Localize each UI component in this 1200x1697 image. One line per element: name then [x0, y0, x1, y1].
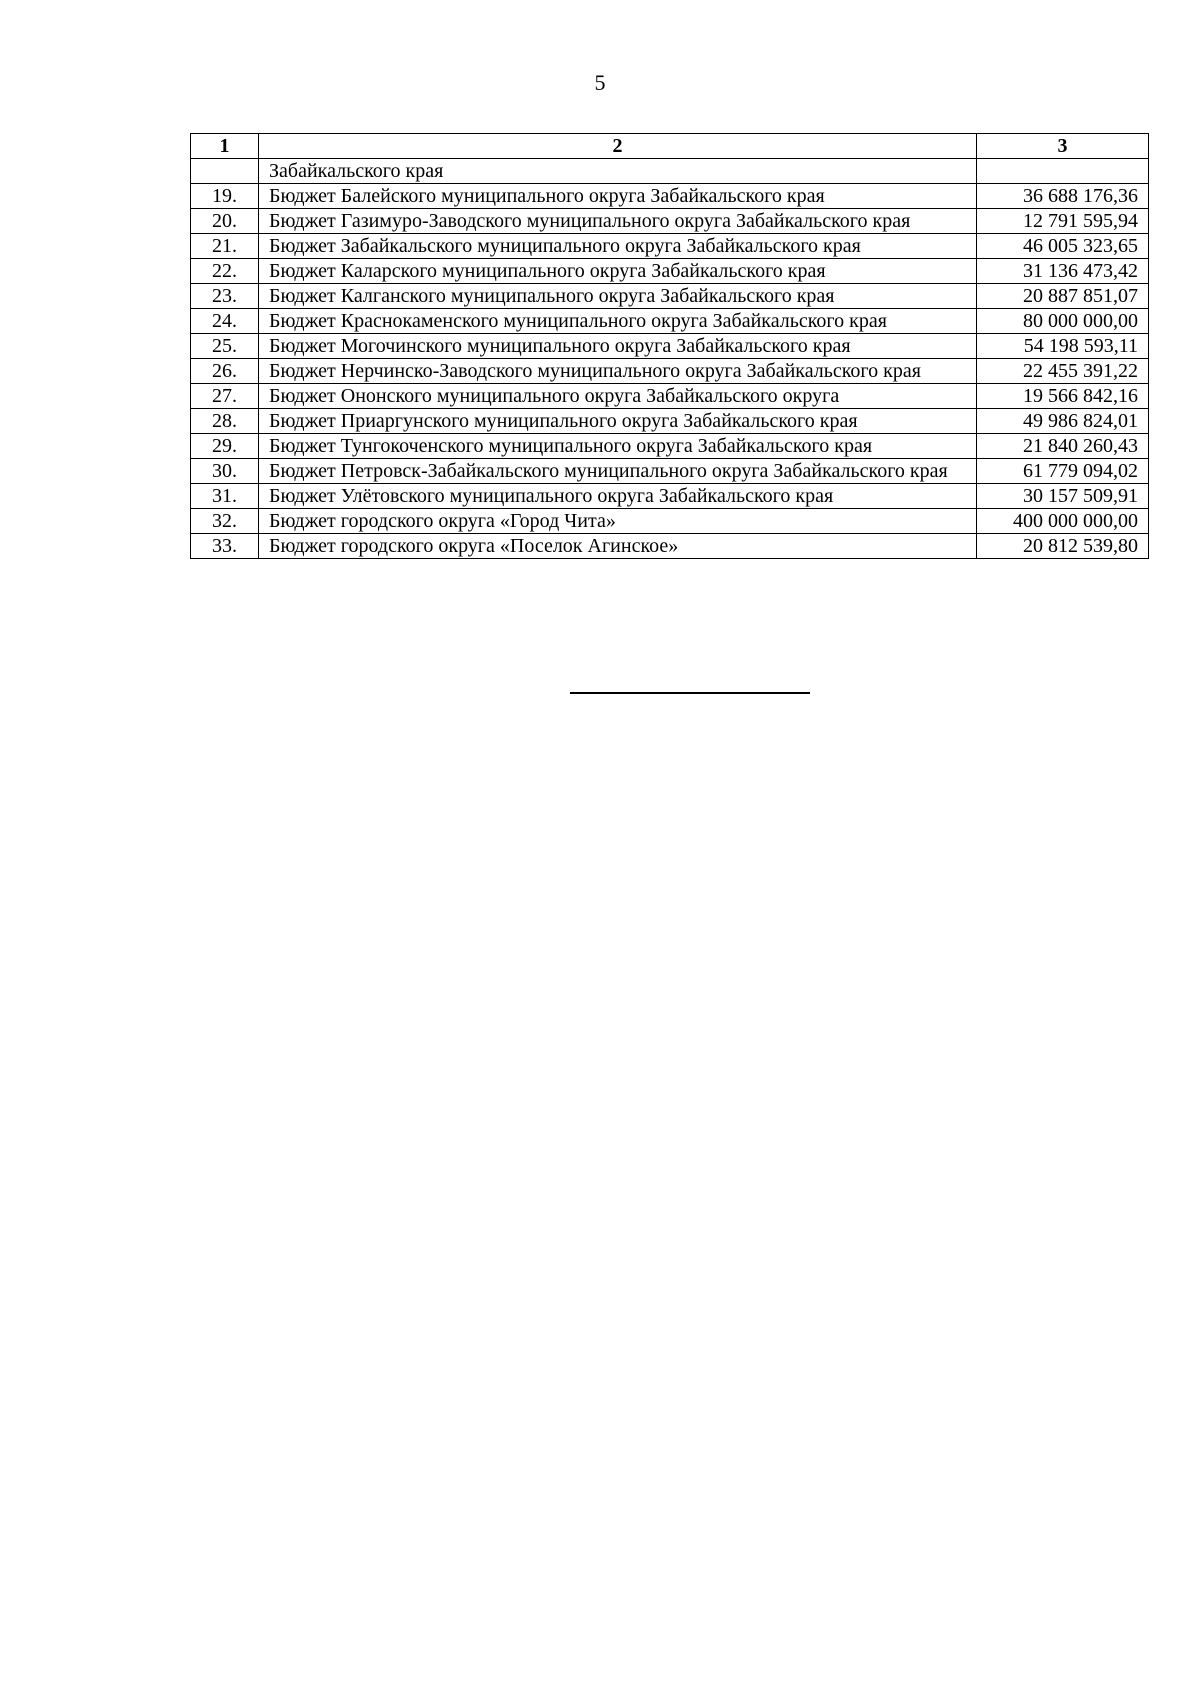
budget-name: Бюджет Тунгокоченского муниципального округа Забайкальского края	[259, 434, 977, 459]
table-row	[191, 184, 1149, 209]
table-row	[191, 384, 1149, 409]
row-number: 26.	[191, 359, 259, 384]
budget-amount: 400 000 000,00	[977, 509, 1149, 534]
budget-amount: 12 791 595,94	[977, 209, 1149, 234]
table-row	[191, 234, 1149, 259]
budget-amount: 22 455 391,22	[977, 359, 1149, 384]
column-header-2: 2	[259, 134, 977, 159]
budget-name: Бюджет Забайкальского муниципального округа Забайкальского края	[259, 234, 977, 259]
budget-name: Бюджет Балейского муниципального округа Забайкальского края	[259, 184, 977, 209]
budget-name: Бюджет Краснокаменского муниципального округа Забайкальского края	[259, 309, 977, 334]
budget-amount: 20 812 539,80	[977, 534, 1149, 559]
row-number: 28.	[191, 409, 259, 434]
row-number: 19.	[191, 184, 259, 209]
table-row	[191, 409, 1149, 434]
table-row	[191, 259, 1149, 284]
budget-amount: 19 566 842,16	[977, 384, 1149, 409]
budget-amount: 46 005 323,65	[977, 234, 1149, 259]
table-row	[191, 534, 1149, 559]
row-number: 25.	[191, 334, 259, 359]
row-number: 31.	[191, 484, 259, 509]
table-row	[191, 434, 1149, 459]
row-number: 27.	[191, 384, 259, 409]
column-header-3: 3	[977, 134, 1149, 159]
row-number: 20.	[191, 209, 259, 234]
table-row	[191, 209, 1149, 234]
table-row	[191, 309, 1149, 334]
budget-amount: 61 779 094,02	[977, 459, 1149, 484]
budget-name: Бюджет Приаргунского муниципального округа Забайкальского края	[259, 409, 977, 434]
row-number: 24.	[191, 309, 259, 334]
budget-amount: 36 688 176,36	[977, 184, 1149, 209]
budget-amount	[977, 159, 1149, 184]
budget-name: Бюджет Ононского муниципального округа Забайкальского округа	[259, 384, 977, 409]
table-row	[191, 484, 1149, 509]
budget-amount: 20 887 851,07	[977, 284, 1149, 309]
budget-name: Бюджет городского округа «Поселок Агинское»	[259, 534, 977, 559]
budget-amount: 31 136 473,42	[977, 259, 1149, 284]
table-row	[191, 284, 1149, 309]
row-number: 32.	[191, 509, 259, 534]
budget-name: Бюджет Каларского муниципального округа Забайкальского края	[259, 259, 977, 284]
table-row	[191, 359, 1149, 384]
budget-amount: 30 157 509,91	[977, 484, 1149, 509]
end-of-document-line	[570, 692, 810, 694]
budget-amount: 21 840 260,43	[977, 434, 1149, 459]
table-row	[191, 334, 1149, 359]
table-row	[191, 509, 1149, 534]
budget-name: Бюджет Нерчинско-Заводского муниципального округа Забайкальского края	[259, 359, 977, 384]
budget-table	[190, 133, 1149, 559]
budget-name: Бюджет Газимуро-Заводского муниципального округа Забайкальского края	[259, 209, 977, 234]
budget-amount: 49 986 824,01	[977, 409, 1149, 434]
budget-name: Бюджет городского округа «Город Чита»	[259, 509, 977, 534]
budget-amount: 54 198 593,11	[977, 334, 1149, 359]
row-number: 33.	[191, 534, 259, 559]
budget-amount: 80 000 000,00	[977, 309, 1149, 334]
table-header-row	[191, 134, 1149, 159]
budget-name: Бюджет Могочинского муниципального округа Забайкальского края	[259, 334, 977, 359]
budget-name: Бюджет Калганского муниципального округа Забайкальского края	[259, 284, 977, 309]
table-row	[191, 159, 1149, 184]
row-number: 29.	[191, 434, 259, 459]
row-number: 22.	[191, 259, 259, 284]
budget-name: Забайкальского края	[259, 159, 977, 184]
row-number: 30.	[191, 459, 259, 484]
column-header-1: 1	[191, 134, 259, 159]
page-number: 5	[594, 70, 606, 95]
budget-name: Бюджет Улётовского муниципального округа Забайкальского края	[259, 484, 977, 509]
row-number	[191, 159, 259, 184]
table-row	[191, 459, 1149, 484]
budget-name: Бюджет Петровск-Забайкальского муниципального округа Забайкальского края	[259, 459, 977, 484]
row-number: 21.	[191, 234, 259, 259]
row-number: 23.	[191, 284, 259, 309]
